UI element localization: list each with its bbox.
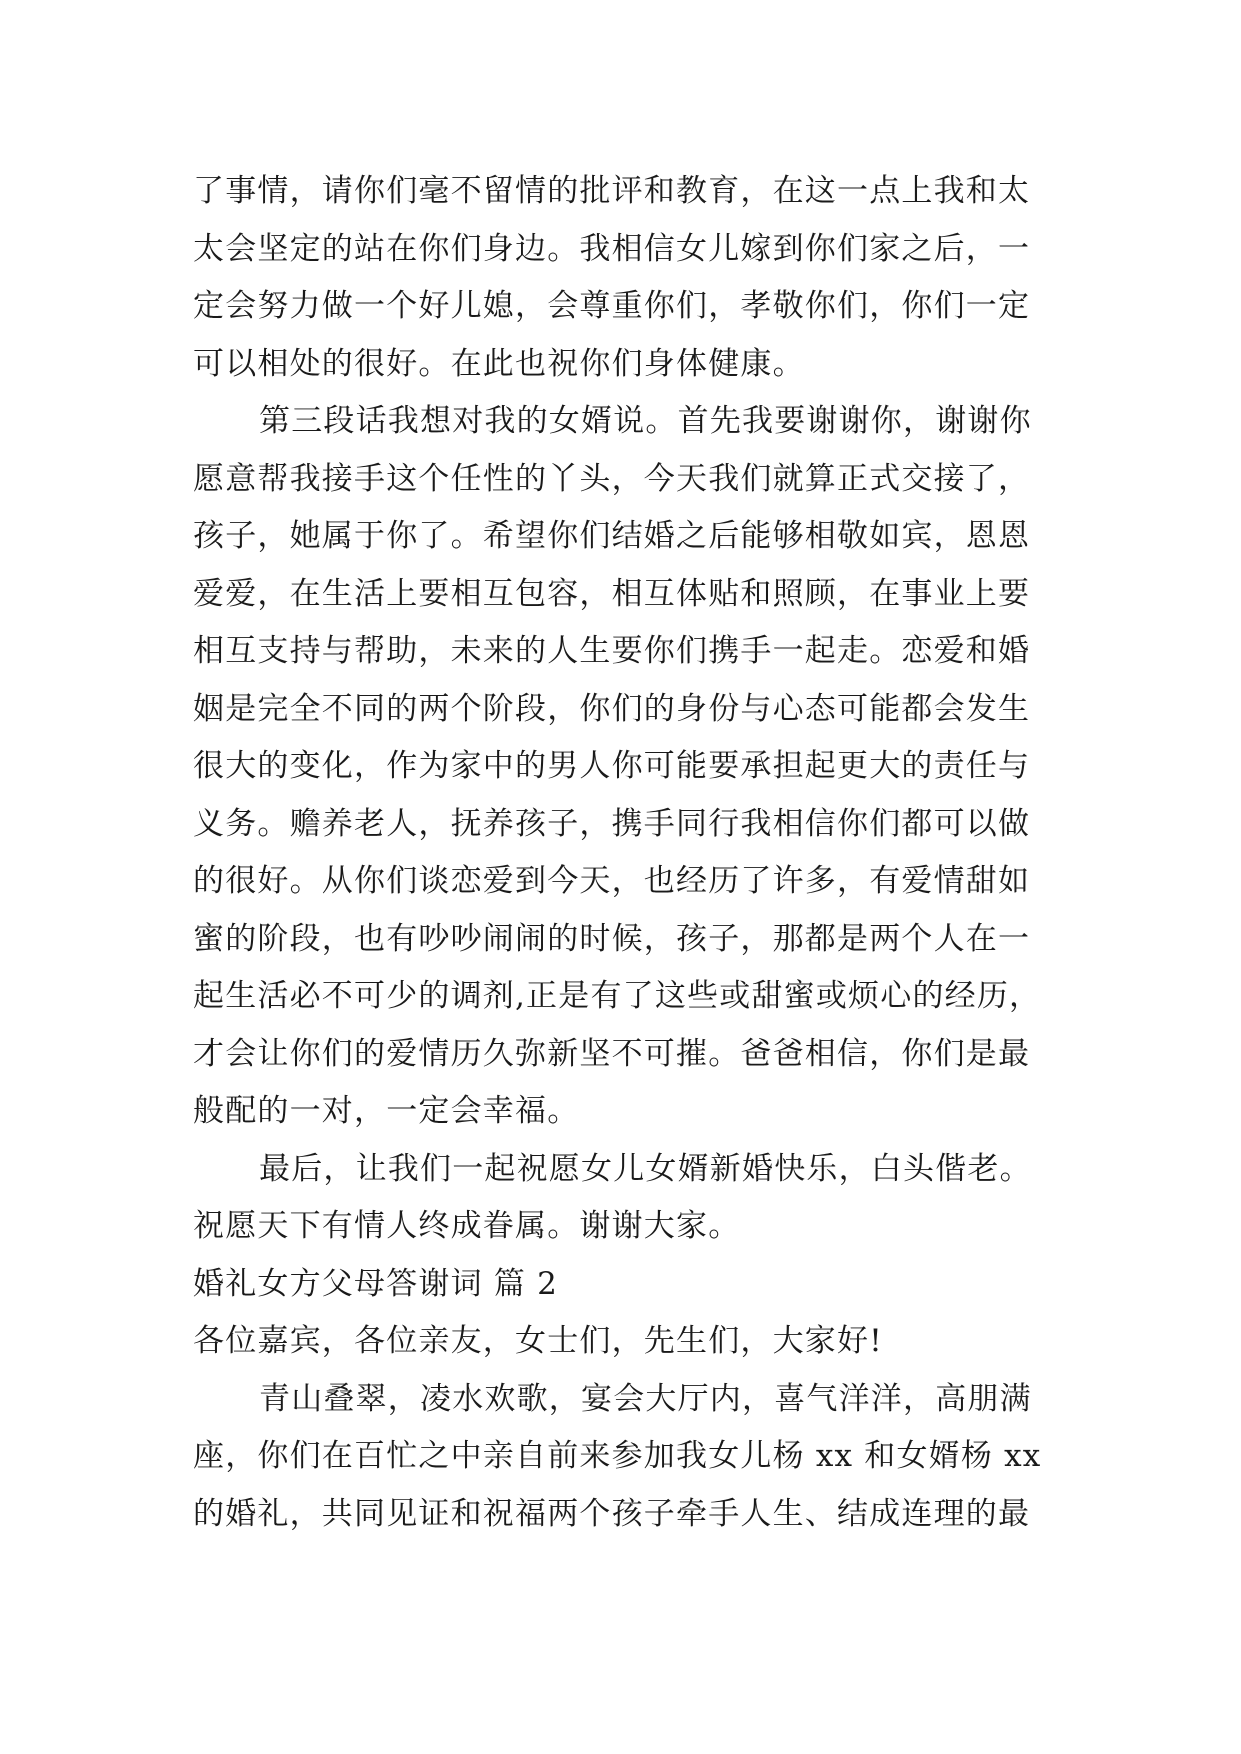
text-line: 相互支持与帮助，未来的人生要你们携手一起走。恋爱和婚 — [193, 633, 1031, 669]
text-line: 很大的变化，作为家中的男人你可能要承担起更大的责任与 — [193, 748, 1031, 784]
text-line: 了事情，请你们毫不留情的批评和教育，在这一点上我和太 — [193, 173, 1031, 209]
paragraph-start-line: 第三段话我想对我的女婿说。首先我要谢谢你，谢谢你 — [259, 403, 1032, 439]
document-body — [193, 163, 1073, 1543]
text-line: 姻是完全不同的两个阶段，你们的身份与心态可能都会发生 — [193, 690, 1031, 727]
text-line: 定会努力做一个好儿媳，会尊重你们，孝敬你们，你们一定 — [193, 288, 1031, 324]
section-heading: 婚礼女方父母答谢词 篇 2 — [193, 1265, 559, 1302]
text-line: 愿意帮我接手这个任性的丫头，今天我们就算正式交接了， — [193, 460, 1031, 497]
paragraph-start-line: 最后，让我们一起祝愿女儿女婿新婚快乐，白头偕老。 — [259, 1150, 1032, 1187]
text-line: 太会坚定的站在你们身边。我相信女儿嫁到你们家之后，一 — [193, 230, 1031, 267]
text-line: 爱爱，在生活上要相互包容，相互体贴和照顾，在事业上要 — [193, 575, 1031, 612]
text-line: 的婚礼，共同见证和祝福两个孩子牵手人生、结成连理的最 — [193, 1495, 1031, 1532]
salutation-line: 各位嘉宾，各位亲友，女士们，先生们，大家好! — [193, 1323, 883, 1359]
text-line: 座，你们在百忙之中亲自前来参加我女儿杨 xx 和女婿杨 xx — [193, 1438, 1042, 1474]
text-line: 孩子，她属于你了。希望你们结婚之后能够相敬如宾，恩恩 — [193, 518, 1031, 554]
text-line: 的很好。从你们谈恋爱到今天，也经历了许多，有爱情甜如 — [193, 863, 1031, 899]
text-line: 般配的一对，一定会幸福。 — [193, 1093, 580, 1129]
text-line: 可以相处的很好。在此也祝你们身体健康。 — [193, 345, 805, 382]
text-line: 祝愿天下有情人终成眷属。谢谢大家。 — [193, 1208, 741, 1244]
text-line: 蜜的阶段，也有吵吵闹闹的时候，孩子，那都是两个人在一 — [193, 920, 1031, 957]
text-line: 才会让你们的爱情历久弥新坚不可摧。爸爸相信，你们是最 — [193, 1035, 1031, 1072]
text-line: 起生活必不可少的调剂,正是有了这些或甜蜜或烦心的经历， — [193, 978, 1042, 1014]
text-line: 义务。赡养老人，抚养孩子，携手同行我相信你们都可以做 — [193, 805, 1031, 842]
paragraph-start-line: 青山叠翠，凌水欢歌，宴会大厅内，喜气洋洋，高朋满 — [259, 1380, 1032, 1417]
